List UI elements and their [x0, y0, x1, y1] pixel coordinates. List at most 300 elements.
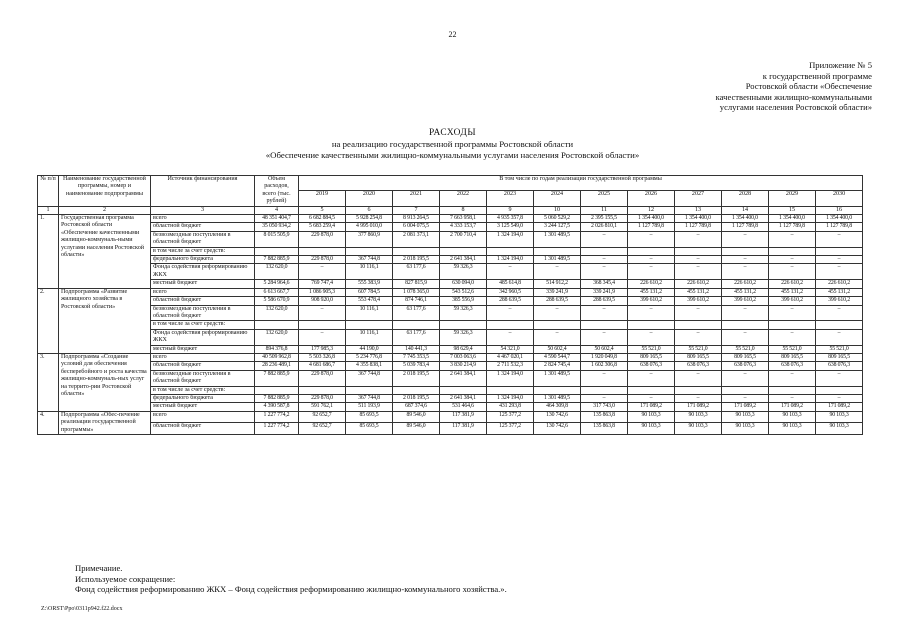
column-number: 10: [534, 206, 581, 214]
section-name: Подпрограмма «Развитие жилищного хозяйства в Ростовской области»: [59, 288, 151, 353]
year-value: 367 744,8: [346, 394, 393, 402]
year-value: –: [816, 264, 863, 280]
table-row: [38, 386, 863, 394]
table-row: [38, 353, 863, 361]
year-value: 5 060 529,2: [534, 215, 581, 223]
column-number: 11: [581, 206, 628, 214]
year-value: 6 682 884,5: [299, 215, 346, 223]
year-value: 1 127 789,8: [675, 223, 722, 231]
year-value: –: [628, 264, 675, 280]
year-value: 455 131,2: [816, 288, 863, 296]
year-value: 63 177,6: [393, 264, 440, 280]
year-value: 1 301 489,5: [534, 256, 581, 264]
funding-source: Фонда содействия реформированию ЖКХ: [151, 264, 255, 280]
total-value: 132 620,0: [255, 305, 299, 321]
year-value: –: [628, 394, 675, 402]
total-value: [255, 321, 299, 329]
funding-source: областной бюджет: [151, 362, 255, 370]
total-value: 28 236 489,1: [255, 362, 299, 370]
year-value: 229 878,0: [299, 256, 346, 264]
year-value: 140 441,3: [393, 345, 440, 353]
year-value: 1 920 049,8: [581, 353, 628, 361]
year-value: 7 003 063,6: [440, 353, 487, 361]
year-value: [487, 386, 534, 394]
year-value: 638 076,3: [675, 362, 722, 370]
year-value: [816, 386, 863, 394]
year-value: 455 131,2: [722, 288, 769, 296]
header-by-year: В том числе по годам реализации государственной программы: [299, 176, 863, 191]
section-number: 1.: [38, 215, 59, 289]
year-value: 1 354 400,0: [628, 215, 675, 223]
year-value: 59 326,3: [440, 305, 487, 321]
year-value: 1 354 400,0: [675, 215, 722, 223]
header-num: № п/п: [38, 176, 59, 207]
funding-source: всего: [151, 411, 255, 423]
total-value: 40 509 962,8: [255, 353, 299, 361]
year-value: [393, 247, 440, 255]
year-value: 7 745 353,5: [393, 353, 440, 361]
year-value: 1 324 194,0: [487, 394, 534, 402]
appendix-line: услугами населения Ростовской области»: [719, 102, 872, 113]
total-value: 4 390 587,8: [255, 403, 299, 411]
year-value: 89 546,0: [393, 423, 440, 435]
year-value: –: [534, 329, 581, 345]
column-number-row: [38, 206, 863, 214]
year-value: 1 354 400,0: [722, 215, 769, 223]
year-value: –: [487, 305, 534, 321]
year-value: [393, 386, 440, 394]
column-number: 12: [628, 206, 675, 214]
year-value: 630 094,0: [440, 280, 487, 288]
year-value: [440, 321, 487, 329]
year-value: –: [769, 256, 816, 264]
year-value: –: [675, 394, 722, 402]
year-value: –: [628, 231, 675, 247]
table-row: [38, 411, 863, 423]
funding-source: федерального бюджета: [151, 256, 255, 264]
year-value: 90 103,3: [722, 423, 769, 435]
year-value: [346, 386, 393, 394]
section-number: 3.: [38, 353, 59, 411]
column-number: 15: [769, 206, 816, 214]
funding-source: в том числе за счет средств:: [151, 386, 255, 394]
year-header: 2023: [487, 191, 534, 206]
year-value: –: [675, 305, 722, 321]
year-value: –: [299, 264, 346, 280]
year-value: [769, 247, 816, 255]
table-row: [38, 288, 863, 296]
year-value: –: [675, 370, 722, 386]
funding-source: безвозмездные поступления в областной бюджет: [151, 231, 255, 247]
total-value: 132 620,0: [255, 329, 299, 345]
year-value: –: [299, 329, 346, 345]
year-value: –: [816, 394, 863, 402]
note: [75, 563, 507, 595]
year-value: 1 127 789,8: [628, 223, 675, 231]
appendix-line: Приложение № 5: [809, 60, 872, 70]
year-value: 135 863,8: [581, 411, 628, 423]
year-value: 317 743,0: [581, 403, 628, 411]
year-value: [722, 386, 769, 394]
year-value: –: [722, 394, 769, 402]
year-value: 1 354 400,0: [816, 215, 863, 223]
year-value: 90 103,3: [769, 423, 816, 435]
year-value: 809 165,5: [628, 353, 675, 361]
year-value: 464 309,8: [534, 403, 581, 411]
table-row: [38, 231, 863, 247]
year-value: –: [816, 256, 863, 264]
year-value: 10 116,1: [346, 264, 393, 280]
appendix-line: качественными жилищно-коммунальными: [715, 91, 872, 102]
year-value: [581, 321, 628, 329]
year-value: 6 004 075,5: [393, 223, 440, 231]
year-value: 229 878,0: [299, 370, 346, 386]
table-row: [38, 423, 863, 435]
year-value: –: [628, 329, 675, 345]
year-value: 367 744,8: [346, 256, 393, 264]
total-value: 6 613 667,7: [255, 288, 299, 296]
total-value: 35 050 934,2: [255, 223, 299, 231]
year-value: [628, 321, 675, 329]
column-number: 8: [440, 206, 487, 214]
column-number: 6: [346, 206, 393, 214]
table-row: [38, 223, 863, 231]
year-value: [440, 247, 487, 255]
year-value: [722, 321, 769, 329]
year-value: [769, 321, 816, 329]
year-value: 1 354 400,0: [769, 215, 816, 223]
year-value: 2 018 195,5: [393, 256, 440, 264]
year-value: 1 301 489,5: [534, 394, 581, 402]
total-value: 5 284 964,6: [255, 280, 299, 288]
year-value: 1 324 194,0: [487, 231, 534, 247]
year-value: 455 131,2: [769, 288, 816, 296]
year-value: 385 556,9: [440, 297, 487, 305]
year-value: [675, 386, 722, 394]
year-value: [440, 386, 487, 394]
year-value: –: [816, 329, 863, 345]
year-value: –: [722, 231, 769, 247]
year-value: 90 103,3: [769, 411, 816, 423]
year-value: [628, 247, 675, 255]
year-value: 342 960,5: [487, 288, 534, 296]
year-value: 3 244 127,5: [534, 223, 581, 231]
year-value: 10 116,1: [346, 329, 393, 345]
year-value: 63 177,6: [393, 329, 440, 345]
table-row: [38, 247, 863, 255]
year-value: 90 103,3: [816, 423, 863, 435]
total-value: 132 620,0: [255, 264, 299, 280]
year-value: –: [534, 305, 581, 321]
year-value: 90 103,3: [722, 411, 769, 423]
appendix-line: к государственной программе: [762, 70, 872, 81]
page-number: 22: [448, 30, 457, 39]
year-value: 1 127 789,8: [816, 223, 863, 231]
year-value: 55 521,0: [722, 345, 769, 353]
year-value: 809 165,5: [675, 353, 722, 361]
total-value: [255, 247, 299, 255]
total-value: [255, 386, 299, 394]
year-value: [628, 386, 675, 394]
funding-source: безвозмездные поступления в областной бюджет: [151, 305, 255, 321]
year-value: –: [581, 305, 628, 321]
year-value: –: [769, 394, 816, 402]
year-value: 809 165,5: [816, 353, 863, 361]
year-header: 2030: [816, 191, 863, 206]
year-value: [675, 321, 722, 329]
year-value: 4 333 153,7: [440, 223, 487, 231]
total-value: 1 227 774,2: [255, 423, 299, 435]
year-value: 638 076,3: [816, 362, 863, 370]
year-value: [581, 386, 628, 394]
total-value: 48 351 404,7: [255, 215, 299, 223]
total-value: 8 015 505,9: [255, 231, 299, 247]
total-value: 894 376,8: [255, 345, 299, 353]
year-header: 2021: [393, 191, 440, 206]
year-value: –: [581, 370, 628, 386]
year-value: 92 652,7: [299, 423, 346, 435]
year-value: 130 742,6: [534, 423, 581, 435]
file-path: Z:\ORST\Ppo\0311p942.f22.docx: [41, 606, 123, 612]
year-value: 90 103,3: [675, 411, 722, 423]
table-body: [38, 215, 863, 435]
section-name: Государственная программа Ростовской области «Обеспечение качественными жилищно-коммуналь-ными услугами населения Ростовской области»: [59, 215, 151, 289]
year-value: 288 639,5: [581, 297, 628, 305]
year-value: [769, 386, 816, 394]
funding-source: областной бюджет: [151, 297, 255, 305]
title-line: «Обеспечение качественными жилищно-коммунальными услугами населения Ростовской области»: [265, 149, 640, 160]
year-value: 130 742,6: [534, 411, 581, 423]
year-value: –: [722, 305, 769, 321]
year-value: –: [769, 305, 816, 321]
year-header: 2026: [628, 191, 675, 206]
column-number: 16: [816, 206, 863, 214]
year-value: –: [487, 264, 534, 280]
year-value: 90 103,3: [628, 423, 675, 435]
year-value: 50 602,4: [581, 345, 628, 353]
year-value: 226 610,2: [816, 280, 863, 288]
table-row: [38, 329, 863, 345]
header-total: Объем расходов, всего (тыс. рублей): [255, 176, 299, 207]
year-value: –: [816, 370, 863, 386]
year-value: 2 641 384,1: [440, 394, 487, 402]
year-value: 8 913 264,5: [393, 215, 440, 223]
year-value: 55 521,0: [769, 345, 816, 353]
appendix-line: Ростовской области «Обеспечение: [745, 81, 872, 92]
year-value: 908 920,0: [299, 297, 346, 305]
table-row: [38, 403, 863, 411]
year-value: 2 641 384,1: [440, 256, 487, 264]
year-value: 1 602 306,8: [581, 362, 628, 370]
note-line: Используемое сокращение:: [75, 573, 176, 584]
year-value: [299, 247, 346, 255]
year-value: –: [581, 329, 628, 345]
section-name: Подпрограмма «Обес-печение реализации государственной программы»: [59, 411, 151, 434]
year-value: [722, 247, 769, 255]
year-value: 399 610,2: [722, 297, 769, 305]
year-value: 59 326,3: [440, 264, 487, 280]
year-value: 339 241,9: [534, 288, 581, 296]
funding-source: областной бюджет: [151, 223, 255, 231]
total-value: 7 882 885,9: [255, 256, 299, 264]
year-value: 543 512,6: [440, 288, 487, 296]
table-row: [38, 305, 863, 321]
year-value: 4 995 010,0: [346, 223, 393, 231]
year-value: 555 383,9: [346, 280, 393, 288]
year-value: –: [675, 264, 722, 280]
year-value: 638 076,3: [769, 362, 816, 370]
year-value: –: [675, 329, 722, 345]
year-value: 2 641 384,1: [440, 370, 487, 386]
year-value: 368 345,4: [581, 280, 628, 288]
title-line: на реализацию государственной программы Ростовской области: [331, 138, 574, 149]
year-value: 85 693,5: [346, 411, 393, 423]
year-value: [816, 321, 863, 329]
year-value: 399 610,2: [816, 297, 863, 305]
year-value: 2 081 373,1: [393, 231, 440, 247]
year-value: [487, 247, 534, 255]
funding-source: областной бюджет: [151, 423, 255, 435]
year-value: 431 293,8: [487, 403, 534, 411]
funding-source: безвозмездные поступления в областной бюджет: [151, 370, 255, 386]
year-value: –: [722, 329, 769, 345]
expenses-table: [37, 175, 863, 435]
year-value: –: [769, 329, 816, 345]
year-value: –: [769, 231, 816, 247]
year-value: 399 610,2: [628, 297, 675, 305]
column-number: 5: [299, 206, 346, 214]
year-value: 125 377,2: [487, 423, 534, 435]
total-value: 5 586 670,9: [255, 297, 299, 305]
year-value: 229 878,0: [299, 394, 346, 402]
year-value: [346, 321, 393, 329]
year-value: 226 610,2: [628, 280, 675, 288]
year-value: 50 602,4: [534, 345, 581, 353]
year-value: 809 165,5: [769, 353, 816, 361]
year-value: 85 693,5: [346, 423, 393, 435]
year-value: –: [581, 256, 628, 264]
year-value: 171 089,2: [675, 403, 722, 411]
year-value: 171 089,2: [628, 403, 675, 411]
year-value: 2 018 195,5: [393, 370, 440, 386]
year-header: 2029: [769, 191, 816, 206]
funding-source: всего: [151, 353, 255, 361]
year-value: –: [769, 370, 816, 386]
year-value: –: [816, 305, 863, 321]
section-name: Подпрограмма «Создание условий для обеспечения бесперебойного и роста качества жилищно-коммуналь-ных услуг на террито-рии Ростовской области»: [59, 353, 151, 411]
header-name: Наименование государственной программы, номер и наименование подпрограммы: [59, 176, 151, 207]
year-value: 117 381,9: [440, 423, 487, 435]
year-value: 827 815,9: [393, 280, 440, 288]
year-header: 2025: [581, 191, 628, 206]
year-value: 89 546,0: [393, 411, 440, 423]
year-value: 553 478,4: [346, 297, 393, 305]
total-value: 7 882 885,9: [255, 394, 299, 402]
column-number: 13: [675, 206, 722, 214]
year-value: 769 747,4: [299, 280, 346, 288]
section-number: 2.: [38, 288, 59, 353]
year-value: –: [722, 264, 769, 280]
year-value: 4 935 357,8: [487, 215, 534, 223]
year-value: –: [675, 231, 722, 247]
year-value: 4 467 020,1: [487, 353, 534, 361]
year-header: 2019: [299, 191, 346, 206]
year-value: 90 103,3: [675, 423, 722, 435]
year-value: –: [581, 231, 628, 247]
year-value: 2 395 155,5: [581, 215, 628, 223]
table-row: [38, 394, 863, 402]
column-number: 4: [255, 206, 299, 214]
total-value: 1 227 774,2: [255, 411, 299, 423]
year-value: 90 103,3: [628, 411, 675, 423]
year-value: [487, 321, 534, 329]
year-value: 455 131,2: [628, 288, 675, 296]
year-value: 485 614,8: [487, 280, 534, 288]
year-value: 171 089,2: [816, 403, 863, 411]
year-header: 2027: [675, 191, 722, 206]
year-value: –: [769, 264, 816, 280]
year-value: 1 301 489,5: [534, 231, 581, 247]
year-value: [299, 321, 346, 329]
year-value: 226 610,2: [675, 280, 722, 288]
year-value: 125 377,2: [487, 411, 534, 423]
year-value: 874 746,1: [393, 297, 440, 305]
year-value: 226 610,2: [769, 280, 816, 288]
year-value: 10 116,1: [346, 305, 393, 321]
year-value: 2 026 810,1: [581, 223, 628, 231]
year-value: 4 681 686,7: [299, 362, 346, 370]
year-value: [581, 247, 628, 255]
year-value: 531 464,6: [440, 403, 487, 411]
year-value: 607 784,5: [346, 288, 393, 296]
year-value: 92 652,7: [299, 411, 346, 423]
document-title: [0, 128, 905, 160]
year-value: [816, 247, 863, 255]
funding-source: Фонда содействия реформированию ЖКХ: [151, 329, 255, 345]
year-value: 1 324 194,0: [487, 370, 534, 386]
column-number: 7: [393, 206, 440, 214]
year-value: 1 324 194,0: [487, 256, 534, 264]
year-value: 511 193,9: [346, 403, 393, 411]
year-value: 4 355 838,1: [346, 362, 393, 370]
year-value: 2 824 745,4: [534, 362, 581, 370]
year-value: 5 234 776,8: [346, 353, 393, 361]
table-row: [38, 280, 863, 288]
total-value: 7 882 885,9: [255, 370, 299, 386]
year-value: 687 374,6: [393, 403, 440, 411]
year-value: 638 076,3: [722, 362, 769, 370]
table-row: [38, 297, 863, 305]
year-value: [534, 321, 581, 329]
year-value: –: [675, 256, 722, 264]
note-line: Примечание.: [75, 563, 123, 573]
year-value: 1 086 905,3: [299, 288, 346, 296]
year-value: [299, 386, 346, 394]
year-value: –: [299, 305, 346, 321]
year-value: 1 078 365,0: [393, 288, 440, 296]
year-value: 399 610,2: [769, 297, 816, 305]
year-header: 2024: [534, 191, 581, 206]
year-value: 339 241,9: [581, 288, 628, 296]
funding-source: в том числе за счет средств:: [151, 321, 255, 329]
funding-source: местный бюджет: [151, 403, 255, 411]
year-value: [534, 247, 581, 255]
year-value: 7 663 958,1: [440, 215, 487, 223]
year-value: 177 985,3: [299, 345, 346, 353]
year-value: 1 127 789,8: [769, 223, 816, 231]
year-value: 226 610,2: [722, 280, 769, 288]
appendix-heading: [642, 60, 872, 113]
